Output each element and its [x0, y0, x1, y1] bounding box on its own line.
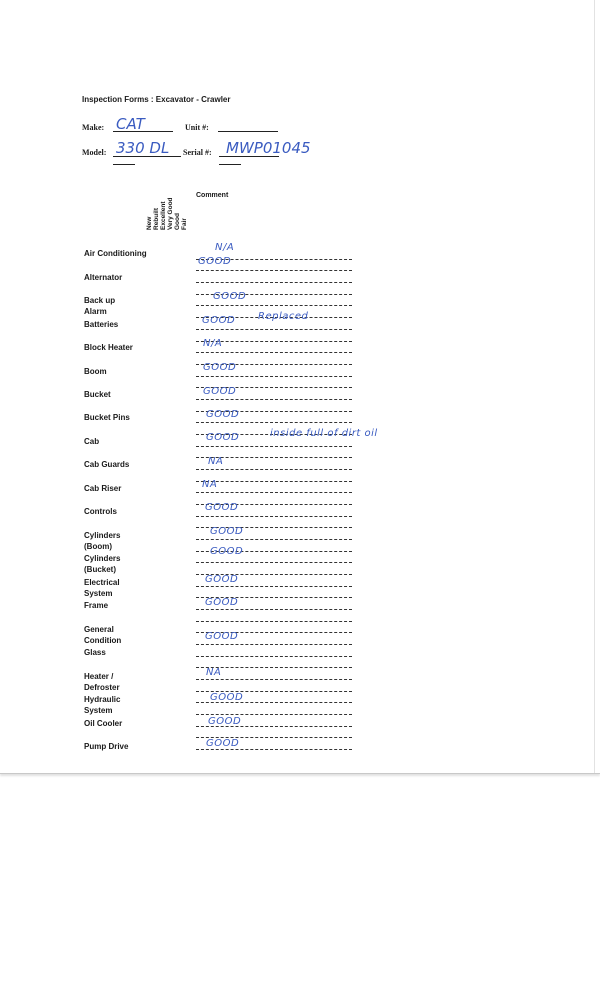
item-label-controls: Controls [84, 507, 117, 516]
item-label-alternator: Alternator [84, 273, 123, 282]
answer-line [196, 539, 352, 540]
value-cab-riser[interactable]: NA [202, 479, 218, 490]
answer-line [196, 516, 352, 517]
item-label-oil-cooler: Oil Cooler [84, 719, 123, 728]
value-cylinders-bucket[interactable]: GOOD [210, 546, 244, 557]
rating-header-fair: Fair [181, 218, 188, 230]
answer-line [196, 586, 352, 587]
item-label-air-conditioning: Air Conditioning [84, 249, 147, 258]
answer-line [196, 352, 352, 353]
item-label-bucket: Bucket [84, 390, 111, 399]
form-title: Inspection Forms : Excavator - Crawler [82, 95, 231, 104]
rating-headers [145, 188, 195, 230]
rating-header-new: New [146, 216, 153, 230]
value-bucket[interactable]: GOOD [203, 386, 237, 397]
rating-header-excellent: Excellent [160, 201, 167, 230]
value-bucket-pins[interactable]: GOOD [206, 409, 240, 420]
item-label-glass: Glass [84, 648, 106, 657]
answer-line [196, 679, 352, 680]
answer-line [196, 399, 352, 400]
note-cab[interactable]: inside full of dirt oil [270, 428, 378, 439]
paper-right-edge [594, 0, 595, 773]
note-batteries[interactable]: Replaced [258, 311, 309, 322]
item-label-bucket-pins: Bucket Pins [84, 413, 130, 422]
serial-subline [219, 164, 241, 165]
item-label-general-condition: General Condition [84, 625, 122, 645]
item-label-boom: Boom [84, 367, 107, 376]
item-label-cylinders-boom: Cylinders (Boom) [84, 531, 121, 551]
value-general-condition[interactable]: GOOD [205, 631, 239, 642]
answer-line [196, 714, 352, 715]
value-hydraulic-system[interactable]: GOOD [210, 692, 244, 703]
value-batteries[interactable]: GOOD [202, 315, 236, 326]
answer-line [196, 492, 352, 493]
comment-header: Comment [196, 192, 229, 199]
value-boom[interactable]: GOOD [203, 362, 237, 373]
serial-label: Serial #: [183, 148, 212, 157]
item-label-frame: Frame [84, 601, 109, 610]
answer-line [196, 749, 352, 750]
model-subline [113, 164, 135, 165]
value-cylinders-boom[interactable]: GOOD [210, 526, 244, 537]
model-label: Model: [82, 148, 107, 157]
value-back-up-alarm[interactable]: GOOD [213, 291, 247, 302]
make-label: Make: [82, 123, 105, 132]
item-label-cab: Cab [84, 437, 100, 446]
value-pump-drive[interactable]: GOOD [206, 738, 240, 749]
model-value[interactable]: 330 DL [116, 139, 170, 157]
item-label-electrical-system: Electrical System [84, 578, 120, 598]
answer-line [196, 422, 352, 423]
item-label-batteries: Batteries [84, 320, 119, 329]
answer-line [196, 469, 352, 470]
value-cab[interactable]: GOOD [206, 432, 240, 443]
answer-line [196, 282, 352, 283]
rating-header-very-good: Very Good [167, 197, 174, 230]
value-oil-cooler[interactable]: GOOD [208, 716, 242, 727]
unit-line [218, 131, 278, 132]
item-label-block-heater: Block Heater [84, 343, 133, 352]
value-block-heater[interactable]: N/A [203, 338, 223, 349]
answer-line [196, 656, 352, 657]
answer-line [196, 644, 352, 645]
rating-header-rebuilt: Rebuilt [153, 207, 160, 230]
make-value[interactable]: CAT [116, 115, 145, 133]
answer-line [196, 481, 352, 482]
item-label-pump-drive: Pump Drive [84, 742, 129, 751]
value-air-conditioning[interactable]: N/A [215, 242, 235, 253]
value-electrical-system[interactable]: GOOD [205, 574, 239, 585]
item-label-back-up-alarm: Back up Alarm [84, 296, 116, 316]
answer-line [196, 446, 352, 447]
item-label-hydraulic-system: Hydraulic System [84, 695, 121, 715]
item-label-cylinders-bucket: Cylinders (Bucket) [84, 554, 121, 574]
value-alternator[interactable]: GOOD [198, 256, 232, 267]
answer-line [196, 376, 352, 377]
item-label-heater-defroster: Heater / Defroster [84, 672, 120, 692]
answer-line [196, 621, 352, 622]
rating-header-good: Good [174, 213, 181, 230]
item-label-cab-riser: Cab Riser [84, 484, 122, 493]
answer-line [196, 305, 352, 306]
serial-value[interactable]: MWP01045 [226, 139, 311, 157]
value-controls[interactable]: GOOD [205, 502, 239, 513]
item-label-cab-guards: Cab Guards [84, 460, 130, 469]
value-heater-defroster[interactable]: NA [206, 667, 222, 678]
value-cab-guards[interactable]: NA [208, 456, 224, 467]
answer-line [196, 562, 352, 563]
answer-line [196, 270, 352, 271]
value-frame[interactable]: GOOD [205, 597, 239, 608]
answer-line [196, 329, 352, 330]
unit-label: Unit #: [185, 123, 209, 132]
answer-line [196, 609, 352, 610]
